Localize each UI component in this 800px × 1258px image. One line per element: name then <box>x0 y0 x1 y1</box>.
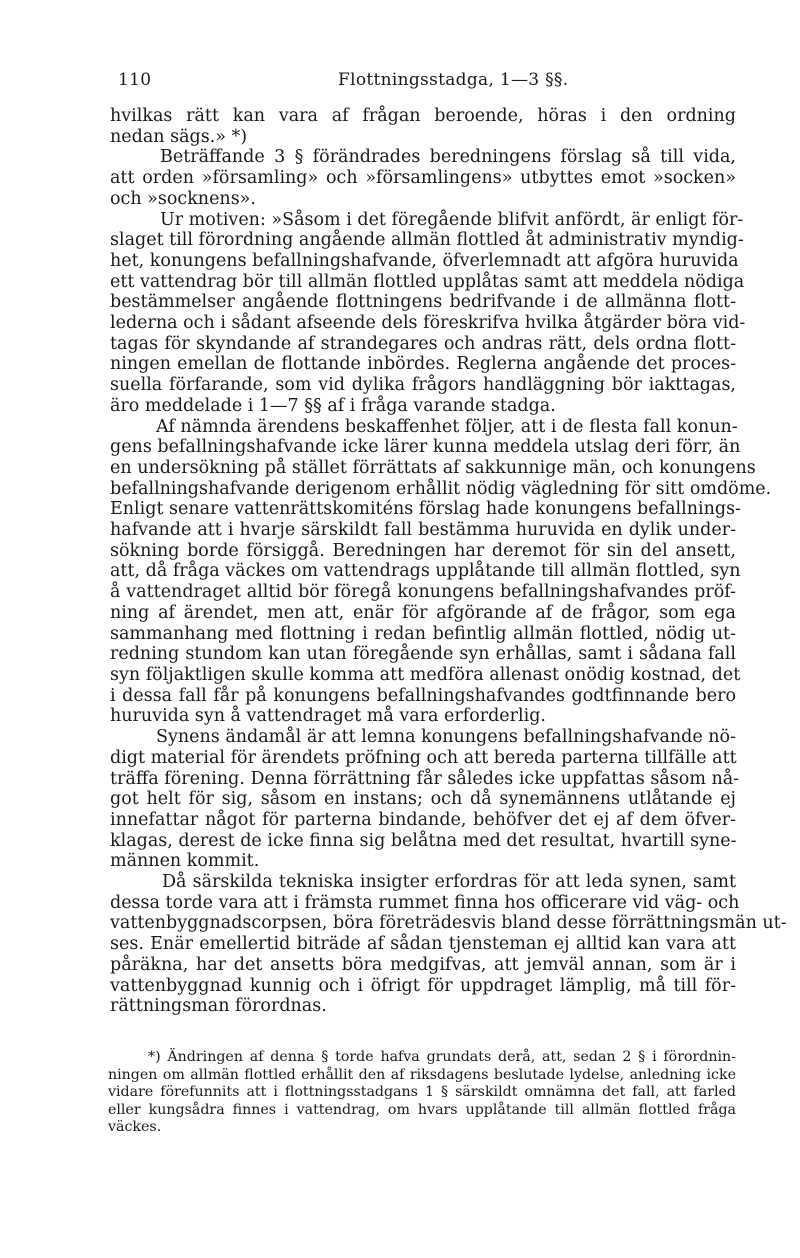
text-line: att, då fråga väckes om vattendrags upplåtande till allmän flottled, syn <box>110 561 741 582</box>
text-line: nedan sägs.» *) <box>110 126 248 147</box>
footnote-line: vidare förefunnits att i flottningsstadgans 1 § särskildt omnämna det fall, att farled <box>108 1084 736 1100</box>
running-title: Flottningsstadga, 1—3 §§. <box>338 70 569 90</box>
text-line: suella förfarande, som vid dylika frågors handläggning bör iakttagas, <box>110 375 736 396</box>
text-line: het, konungens befallningshafvande, öfverlemnadt att afgöra huruvida <box>110 250 739 271</box>
text-line: en undersökning på stället förrättats af sakkunnige män, och konungens <box>110 457 756 478</box>
text-line: redning stundom kan utan föregående syn erhållas, samt i sådana fall <box>110 644 736 665</box>
paragraph-start-line: Ur motiven: »Såsom i det föregående blifvit anfördt, är enligt för- <box>160 209 744 230</box>
text-line: och »socknens». <box>110 188 256 209</box>
text-line: innefattar något för parterna bindande, behöfver det ej af dem öfver- <box>110 809 736 830</box>
page-number: 110 <box>118 70 152 90</box>
text-line: vattenbyggnadscorpsen, böra företrädesvis bland desse förrättningsmän ut- <box>110 913 787 934</box>
footnote-line: ningen om allmän flottled erhållit den af riksdagens beslutade lydelse, anledning icke <box>108 1066 736 1083</box>
paragraph-start-line: Beträffande 3 § förändrades beredningens förslag så till vida, <box>160 147 736 168</box>
text-line: got helt för sig, såsom en instans; och då synemännens utlåtande ej <box>110 789 736 810</box>
text-line: sammanhang med flottning i redan befintlig allmän flottled, nödig ut- <box>110 623 736 644</box>
body-text <box>110 106 787 1017</box>
text-line: bestämmelser angående flottningens bedrifvande i de allmänna flott- <box>110 292 736 313</box>
footnote-line: väckes. <box>108 1119 162 1135</box>
text-line: ning af ärendet, men att, enär för afgörande af de frågor, som ega <box>110 602 736 623</box>
text-line: slaget till förordning angående allmän flottled åt administrativ myndig- <box>110 230 744 251</box>
text-line: befallningshafvande derigenom erhållit nödig vägledning för sitt omdöme. <box>110 478 772 499</box>
paragraph-start-line: Då särskilda tekniska insigter erfordras för att leda synen, samt <box>162 872 736 893</box>
text-line: ett vattendrag bör till allmän flottled upplåtas samt att meddela nödiga <box>110 271 745 292</box>
footnote-line: eller kungsådra finnes i vattendrag, om hvars upplåtande till allmän flottled fråga <box>108 1101 736 1118</box>
text-line: huruvida syn å vattendraget må vara erforderlig. <box>110 706 546 727</box>
footnote <box>108 1049 736 1137</box>
page-header <box>118 70 738 94</box>
text-line: rättningsman förordnas. <box>110 996 327 1017</box>
text-line: gens befallningshafvande icke lärer kunna meddela utslag deri förr, än <box>110 437 741 458</box>
text-line: påräkna, har det ansetts böra medgifvas, att jemväl annan, som är i <box>110 954 736 975</box>
text-line: Enligt senare vattenrättskomiténs förslag hade konungens befallnings- <box>110 499 741 520</box>
paragraph-start-line: Af nämnda ärendens beskaffenhet följer, att i de flesta fall konun- <box>156 416 738 437</box>
text-line: männen kommit. <box>110 851 260 872</box>
text-line: hvilkas rätt kan vara af frågan beroende, höras i den ordning <box>110 106 736 126</box>
paragraph-start-line: Synens ändamål är att lemna konungens befallningshafvande nö- <box>156 727 737 748</box>
text-line: digt material för ärendets pröfning och att bereda parterna tillfälle att <box>110 747 737 768</box>
text-line: ningen emellan de flottande inbördes. Reglerna angående det proces- <box>110 354 736 375</box>
text-line: i dessa fall får på konungens befallningshafvandes godtfinnande bero <box>110 685 736 706</box>
text-line: träffa förening. Denna förrättning får således icke uppfattas såsom nå- <box>110 768 740 789</box>
text-line: å vattendraget alltid bör föregå konungens befallningshafvandes pröf- <box>110 582 736 603</box>
text-line: tagas för skyndande af strandegares och andras rätt, dels ordna flott- <box>110 333 736 354</box>
text-line: äro meddelade i 1—7 §§ af i fråga varande stadga. <box>110 395 556 416</box>
text-line: hafvande att i hvarje särskildt fall bestämma huruvida en dylik under- <box>110 520 736 541</box>
text-line: dessa torde vara att i främsta rummet finna hos officerare vid väg- och <box>110 892 740 913</box>
text-line: att orden »församling» och »församlingens» utbyttes emot »socken» <box>110 168 736 189</box>
text-line: vattenbyggnad kunnig och i öfrigt för uppdraget lämplig, må till för- <box>110 975 736 996</box>
text-line: klagas, derest de icke finna sig belåtna med det resultat, hvartill syne- <box>110 830 737 851</box>
text-line: lederna och i sådant afseende dels föreskrifva hvilka åtgärder böra vid- <box>110 313 746 334</box>
text-line: sökning borde försiggå. Beredningen har deremot för sin del ansett, <box>110 540 736 561</box>
text-line: syn följaktligen skulle komma att medföra allenast onödig kostnad, det <box>110 664 741 685</box>
text-line: ses. Enär emellertid biträde af sådan tjensteman ej alltid kan vara att <box>110 934 736 955</box>
footnote-line: *) Ändringen af denna § torde hafva grundats derå, att, sedan 2 § i förordnin- <box>148 1049 736 1065</box>
